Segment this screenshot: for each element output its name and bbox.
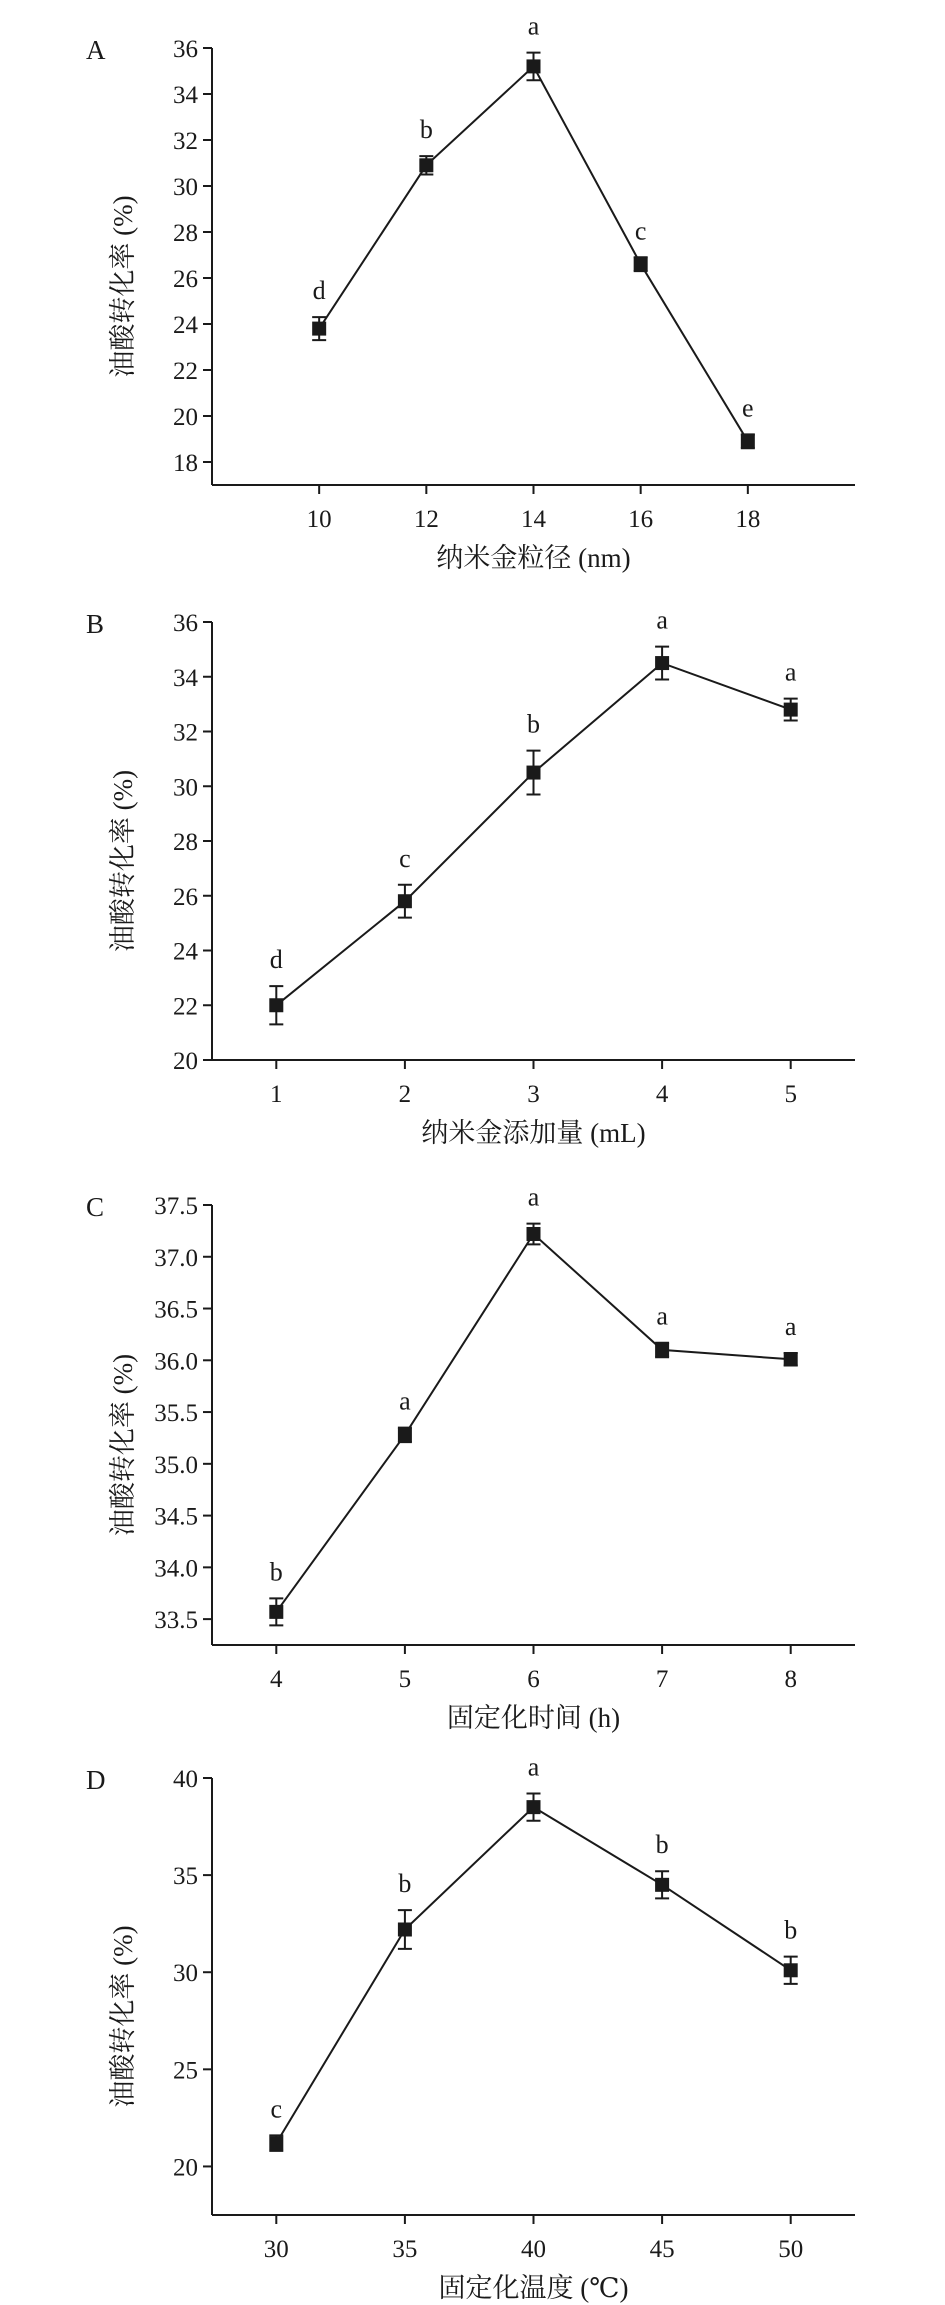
x-tick-label: 4 <box>655 1081 669 1108</box>
significance-label: c <box>399 843 411 873</box>
y-tick-label: 36.0 <box>154 1348 198 1376</box>
y-tick-label: 40 <box>173 1766 198 1793</box>
x-tick-label: 2 <box>398 1081 412 1108</box>
significance-label: c <box>270 2094 283 2124</box>
data-point <box>419 158 433 172</box>
significance-label: a <box>784 657 797 687</box>
data-point <box>527 59 541 73</box>
x-tick-label: 3 <box>527 1081 540 1108</box>
x-tick-label: 16 <box>628 506 654 533</box>
x-tick-label: 6 <box>527 1666 540 1693</box>
x-tick-label: 5 <box>398 1666 412 1693</box>
y-tick-label: 37.5 <box>154 1193 198 1220</box>
y-tick-label: 35.0 <box>154 1451 198 1479</box>
y-axis-title: 油酸转化率 (%) <box>108 195 138 378</box>
significance-label: a <box>656 1301 668 1331</box>
data-point <box>398 1428 412 1442</box>
y-tick-label: 34.5 <box>154 1503 198 1531</box>
y-tick-label: 37.0 <box>154 1244 198 1272</box>
x-tick-label: 35 <box>392 2236 418 2263</box>
x-tick-label: 40 <box>521 2236 546 2263</box>
x-tick-label: 4 <box>270 1666 283 1693</box>
significance-label: b <box>527 709 540 739</box>
significance-label: b <box>655 1830 669 1860</box>
data-point <box>269 1605 283 1619</box>
significance-label: a <box>656 605 668 635</box>
x-tick-label: 18 <box>735 506 761 533</box>
y-tick-label: 26 <box>173 883 198 911</box>
data-point <box>784 703 798 717</box>
y-tick-label: 36 <box>173 36 198 63</box>
series-line <box>276 1234 790 1612</box>
x-tick-label: 30 <box>263 2236 289 2263</box>
significance-label: a <box>784 1312 797 1342</box>
y-tick-label: 20 <box>173 2154 198 2182</box>
significance-label: d <box>269 945 283 975</box>
chart-panel-a <box>86 12 855 573</box>
y-axis-title: 油酸转化率 (%) <box>108 769 138 953</box>
chart-panel-d <box>86 1753 855 2303</box>
x-tick-label: 10 <box>306 506 332 533</box>
x-tick-label: 8 <box>784 1666 797 1693</box>
y-tick-label: 34 <box>173 664 198 692</box>
data-point <box>527 1800 541 1814</box>
x-tick-label: 5 <box>784 1081 797 1108</box>
data-point <box>784 1963 798 1977</box>
y-tick-label: 24 <box>173 938 198 966</box>
y-tick-label: 33.5 <box>154 1607 198 1635</box>
panel-letter: A <box>86 35 106 65</box>
y-tick-label: 30 <box>173 1960 198 1988</box>
x-axis-title: 纳米金粒径 (nm) <box>436 543 631 573</box>
x-tick-label: 12 <box>413 506 439 533</box>
y-tick-label: 36.5 <box>154 1296 198 1324</box>
series-line <box>319 66 748 441</box>
significance-label: d <box>312 276 326 306</box>
data-point <box>269 2136 283 2150</box>
significance-label: b <box>398 1869 412 1899</box>
significance-label: c <box>634 216 647 246</box>
x-tick-label: 50 <box>778 2236 804 2263</box>
x-tick-label: 45 <box>649 2236 675 2263</box>
data-point <box>655 1878 669 1892</box>
x-tick-label: 7 <box>655 1666 669 1693</box>
y-tick-label: 32 <box>173 719 198 747</box>
significance-label: a <box>527 1752 540 1782</box>
chart-panel-c <box>86 1183 855 1733</box>
y-tick-label: 24 <box>173 312 198 339</box>
y-axis-title: 油酸转化率 (%) <box>108 1925 138 2108</box>
x-tick-label: 1 <box>270 1081 283 1108</box>
y-tick-label: 30 <box>173 174 198 201</box>
y-tick-label: 22 <box>173 993 198 1021</box>
data-point <box>398 1922 412 1936</box>
panel-letter: B <box>86 609 105 639</box>
data-point <box>398 894 412 908</box>
y-tick-label: 20 <box>173 404 198 431</box>
significance-label: a <box>527 11 540 41</box>
panel-letter: D <box>86 1765 106 1795</box>
data-point <box>784 1352 798 1366</box>
panel-letter: C <box>86 1192 105 1222</box>
data-point <box>655 1343 669 1357</box>
y-tick-label: 35 <box>173 1863 198 1891</box>
y-tick-label: 35.5 <box>154 1400 198 1428</box>
y-tick-label: 28 <box>173 220 198 247</box>
data-point <box>634 257 648 271</box>
y-tick-label: 34.0 <box>154 1555 198 1583</box>
significance-label: b <box>269 1557 283 1587</box>
y-tick-label: 18 <box>173 450 198 477</box>
data-point <box>655 656 669 670</box>
y-tick-label: 28 <box>173 829 198 856</box>
data-point <box>312 322 326 336</box>
y-tick-label: 30 <box>173 774 198 802</box>
y-axis-title: 油酸转化率 (%) <box>108 1353 138 1537</box>
chart-panel-b <box>86 606 855 1148</box>
y-tick-label: 20 <box>173 1048 198 1075</box>
y-tick-label: 25 <box>173 2057 198 2085</box>
y-tick-label: 34 <box>173 82 198 109</box>
significance-label: a <box>399 1386 411 1416</box>
significance-label: e <box>742 393 754 423</box>
y-tick-label: 36 <box>173 610 198 637</box>
significance-label: a <box>527 1182 540 1212</box>
data-point <box>741 434 755 448</box>
y-tick-label: 22 <box>173 358 198 385</box>
significance-label: b <box>784 1915 798 1945</box>
data-point <box>527 766 541 780</box>
data-point <box>527 1227 541 1241</box>
x-axis-title: 固定化时间 (h) <box>446 1703 621 1733</box>
x-axis-title: 纳米金添加量 (mL) <box>421 1118 646 1148</box>
y-tick-label: 32 <box>173 128 198 155</box>
series-line <box>276 1807 790 2143</box>
significance-label: b <box>419 115 433 145</box>
x-tick-label: 14 <box>521 506 546 533</box>
x-axis-title: 固定化温度 (℃) <box>438 2273 629 2303</box>
data-point <box>269 998 283 1012</box>
y-tick-label: 26 <box>173 266 198 293</box>
